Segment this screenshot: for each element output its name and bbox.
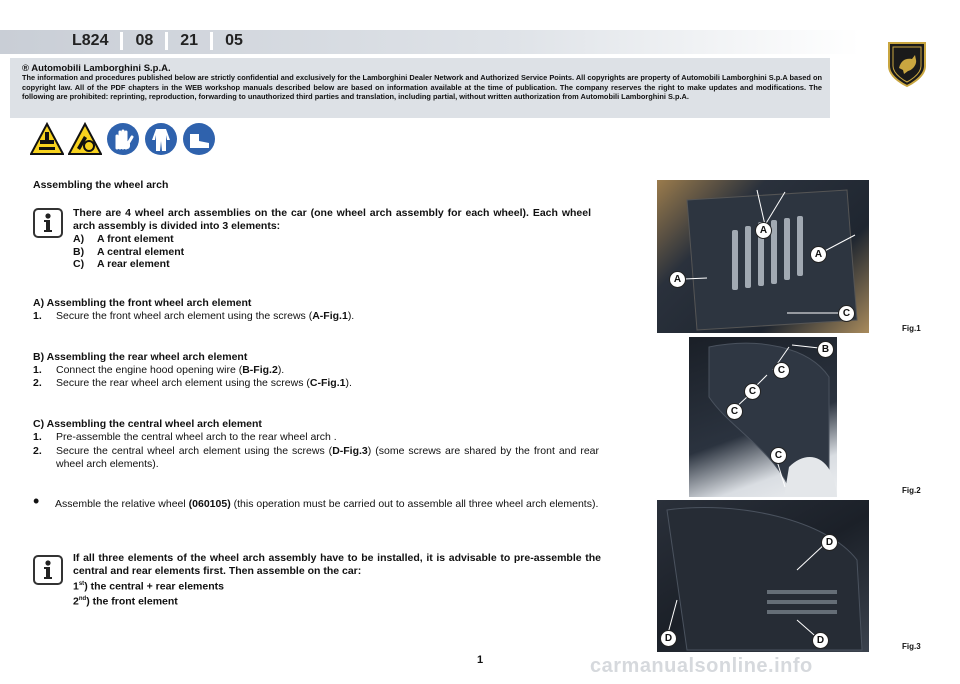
code-model: L824	[72, 32, 123, 50]
list-item: C) A rear element	[73, 258, 170, 271]
section-c-step-2: 2. Secure the central wheel arch element using the screws (D-Fig.3) (some screws are shared by the front and rear wheel arch elements).	[33, 445, 600, 470]
section-c-title: C) Assembling the central wheel arch element	[33, 418, 262, 430]
info-note-text: There are 4 wheel arch assemblies on the car (one wheel arch assembly for each wheel). Each wheel arch assembly is divided into 3 elements:	[73, 207, 591, 232]
safety-icons	[30, 122, 216, 156]
page-number: 1	[477, 654, 484, 666]
figure-1-photo	[657, 180, 869, 333]
figure-1-label: Fig.1	[902, 324, 921, 333]
callout-a: A	[810, 246, 827, 263]
section-a-step-1: 1. Secure the front wheel arch element using the screws (A-Fig.1).	[33, 310, 355, 322]
crush-hazard-icon	[30, 122, 64, 156]
gloves-icon	[106, 122, 140, 156]
section-b-step-2: 2. Secure the rear wheel arch element using the screws (C-Fig.1).	[33, 377, 352, 389]
copyright-title: ® Automobili Lamborghini S.p.A.	[22, 63, 171, 74]
callout-c: C	[773, 362, 790, 379]
cutting-hazard-icon	[68, 122, 102, 156]
assembly-order-list	[73, 578, 224, 608]
wheel-assembly-bullet: • Assemble the relative wheel (060105) (this operation must be carried out to assemble all three wheel arch elements).	[33, 491, 599, 511]
section-title: Assembling the wheel arch	[33, 179, 169, 191]
callout-c: C	[770, 447, 787, 464]
pre-assembly-note: If all three elements of the wheel arch assembly have to be installed, it is advisable to pre-assemble the central and rear elements first. Then assemble on the car:	[73, 552, 601, 577]
list-item: 1st) the central + rear elements	[73, 580, 224, 593]
list-item: B) A central element	[73, 245, 185, 258]
overalls-icon	[144, 122, 178, 156]
section-b-step-1: 1. Connect the engine hood opening wire (B-Fig.2).	[33, 364, 285, 376]
callout-d: D	[660, 630, 677, 647]
callout-d: D	[812, 632, 829, 649]
code-subgroup: 21	[168, 32, 213, 50]
code-section: 05	[225, 32, 243, 49]
list-item: A) A front element	[73, 233, 174, 245]
callout-a: A	[755, 222, 772, 239]
figure-2-photo	[689, 337, 837, 497]
callout-a: A	[669, 271, 686, 288]
section-a-title: A) Assembling the front wheel arch element	[33, 297, 252, 309]
code-group: 08	[123, 32, 168, 50]
document-code	[72, 32, 255, 50]
callout-c: C	[744, 383, 761, 400]
callout-c: C	[726, 403, 743, 420]
figure-3-photo	[657, 500, 869, 652]
info-icon	[33, 555, 63, 585]
callout-d: D	[821, 534, 838, 551]
safety-shoes-icon	[182, 122, 216, 156]
copyright-body: The information and procedures published below are strictly confidential and exclusively for the Lamborghini Dealer Network and Authorized Service Points. All copyrights are property of Automobili Lamborghini S.p.A based on copyright law. All of the PDF chapters in the WEB workshop manuals described below are based on information available at the time of publication. The company reserves the right to make updates and modifications. The following are prohibited: reprinting, reproduction, forwarding to unauthorized third parties and translation, including partial, without written authorization from Automobili Lamborghini S.p.A.	[22, 73, 822, 102]
element-list	[73, 233, 184, 271]
figure-3-label: Fig.3	[902, 642, 921, 651]
section-c-step-1: 1. Pre-assemble the central wheel arch to the rear wheel arch .	[33, 431, 337, 443]
watermark: carmanualsonline.info	[590, 655, 813, 677]
callout-b: B	[817, 341, 834, 358]
info-icon	[33, 208, 63, 238]
callout-c: C	[838, 305, 855, 322]
list-item: 2nd) the front element	[73, 595, 178, 608]
figure-2-label: Fig.2	[902, 486, 921, 495]
lamborghini-bull-shield-icon	[886, 40, 928, 88]
section-b-title: B) Assembling the rear wheel arch element	[33, 351, 248, 363]
